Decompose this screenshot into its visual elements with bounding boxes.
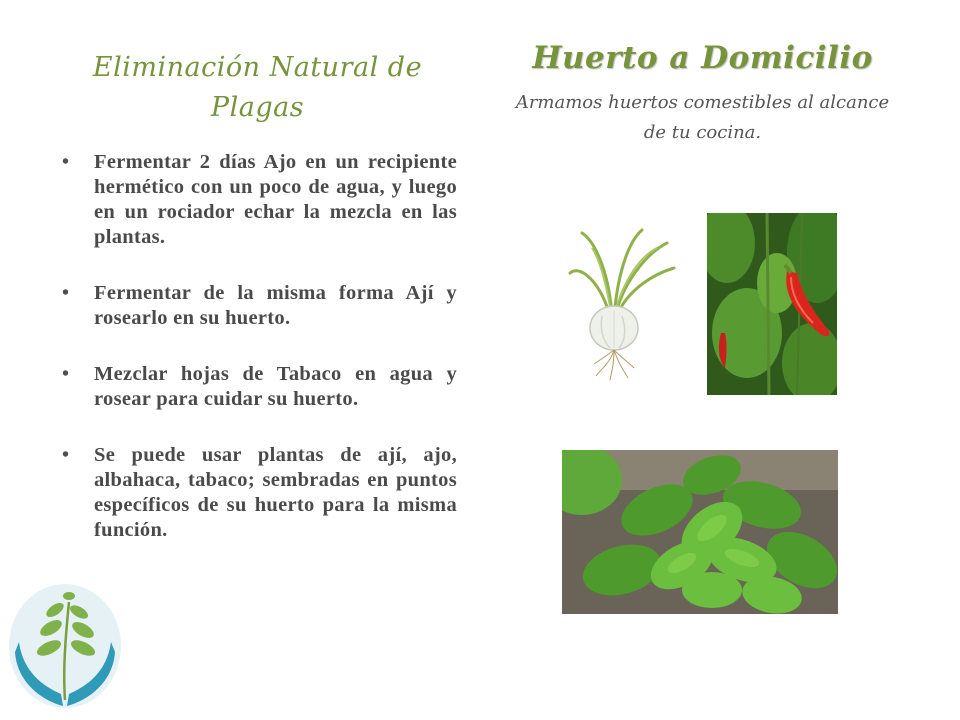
list-item-text: Fermentar de la misma forma Ají y rosearlo en su huerto. (94, 282, 457, 329)
list-item (62, 443, 457, 543)
list-item (62, 281, 457, 331)
list-item-text: Mezclar hojas de Tabaco en agua y rosear para cuidar su huerto. (94, 363, 457, 410)
list-item-text: Fermentar 2 días Ajo en un recipiente hermético con un poco de agua, y luego en un rociador echar la mezcla en las plantas. (94, 151, 457, 248)
right-title: Huerto a Domicilio (532, 40, 873, 76)
list-item-text: Se puede usar plantas de ají, ajo, albahaca, tabaco; sembradas en puntos específicos de su huerto para la misma función. (94, 444, 457, 541)
bullet-icon: • (62, 282, 70, 304)
hands-seedling-logo (5, 582, 125, 710)
list-item (62, 150, 457, 250)
bullet-icon: • (62, 363, 70, 385)
bullet-icon: • (62, 151, 70, 173)
bullet-icon: • (62, 444, 70, 466)
remedies-list (62, 150, 457, 574)
basil-image (562, 450, 838, 614)
chili-pepper-image (707, 213, 837, 395)
left-title: Eliminación Natural de Plagas (92, 52, 423, 123)
list-item (62, 362, 457, 412)
subtitle: Armamos huertos comestibles al alcance de tu cocina. (515, 92, 890, 143)
garlic-image (562, 218, 682, 383)
